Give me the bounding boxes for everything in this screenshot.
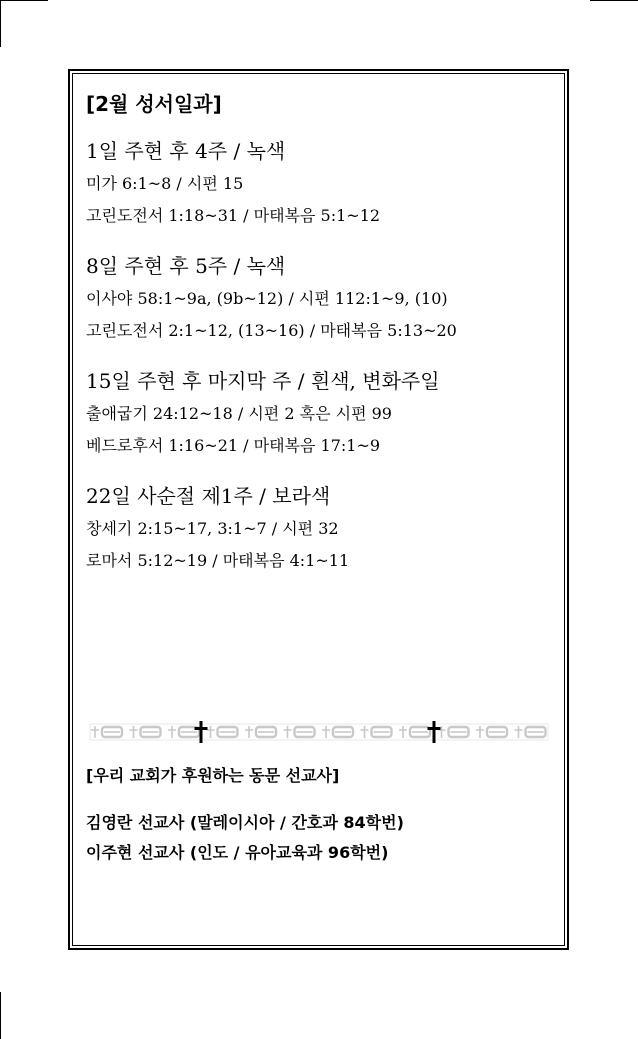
reading-line: 미가 6:1~8 / 시편 15 bbox=[86, 174, 244, 193]
lectionary-section bbox=[86, 252, 556, 347]
crop-mark-top-left-horizontal bbox=[0, 0, 48, 1]
page-title: [2월 성서일과] bbox=[86, 92, 222, 116]
section-heading: 8일 주현 후 5주 / 녹색 bbox=[86, 254, 286, 278]
lectionary-section bbox=[86, 367, 556, 462]
reading-line: 로마서 5:12~19 / 마태복음 4:1~11 bbox=[86, 551, 350, 570]
section-heading: 1일 주현 후 4주 / 녹색 bbox=[86, 139, 286, 163]
reading-line: 출애굽기 24:12~18 / 시편 2 혹은 시편 99 bbox=[86, 404, 392, 423]
small-cross bbox=[361, 726, 369, 738]
section-heading: 15일 주현 후 마지막 주 / 흰색, 변화주일 bbox=[86, 369, 440, 393]
reading-line: 고린도전서 1:18~31 / 마태복음 5:1~12 bbox=[86, 206, 381, 225]
reading-line: 고린도전서 2:1~12, (13~16) / 마태복음 5:13~20 bbox=[86, 321, 457, 340]
missionary-item: 김영란 선교사 (말레이시아 / 간호과 84학번) bbox=[86, 813, 404, 832]
cross-chain-divider-icon bbox=[88, 718, 550, 746]
lectionary-section bbox=[86, 482, 556, 577]
lectionary-content bbox=[86, 88, 556, 577]
small-cross bbox=[399, 726, 407, 738]
small-cross bbox=[130, 726, 138, 738]
reading-line: 베드로후서 1:16~21 / 마태복음 17:1~9 bbox=[86, 436, 381, 455]
small-cross bbox=[515, 726, 523, 738]
small-cross bbox=[284, 726, 292, 738]
crop-mark-top-left bbox=[0, 0, 1, 47]
small-cross bbox=[245, 726, 253, 738]
missionary-item: 이주현 선교사 (인도 / 유아교육과 96학번) bbox=[86, 843, 389, 862]
missionaries-title: [우리 교회가 후원하는 동문 선교사] bbox=[86, 766, 340, 785]
missionaries-block bbox=[86, 762, 556, 868]
crop-mark-bottom-left bbox=[0, 992, 1, 1039]
small-cross bbox=[322, 726, 330, 738]
small-cross bbox=[168, 726, 176, 738]
small-cross bbox=[207, 726, 215, 738]
small-cross bbox=[476, 726, 484, 738]
small-cross bbox=[91, 726, 99, 738]
section-heading: 22일 사순절 제1주 / 보라색 bbox=[86, 484, 331, 508]
lectionary-section bbox=[86, 137, 556, 232]
crop-mark-top-right bbox=[590, 0, 638, 1]
reading-line: 창세기 2:15~17, 3:1~7 / 시편 32 bbox=[86, 519, 339, 538]
reading-line: 이사야 58:1~9a, (9b~12) / 시편 112:1~9, (10) bbox=[86, 289, 448, 308]
